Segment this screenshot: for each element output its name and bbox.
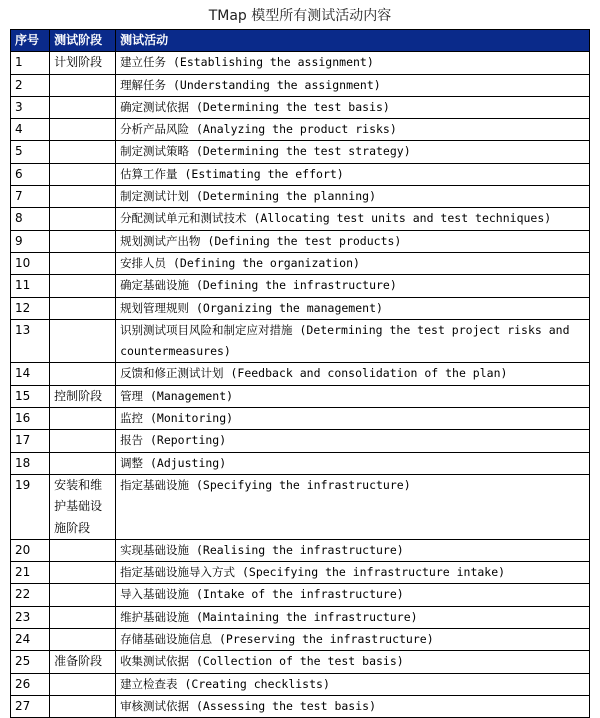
table-row [11,695,590,717]
table-row [11,119,590,141]
row-number: 27 [11,695,50,717]
table-row [11,606,590,628]
table-row [11,96,590,118]
table-caption: TMap 模型所有测试活动内容 [208,8,392,24]
row-number: 25 [11,651,50,673]
row-phase [50,74,116,96]
row-phase [50,297,116,319]
row-number: 21 [11,562,50,584]
row-phase [50,606,116,628]
row-activity: 指定基础设施导入方式 (Specifying the infrastructure intake) [116,562,590,584]
row-activity: 监控 (Monitoring) [116,408,590,430]
table-row [11,584,590,606]
row-phase [50,163,116,185]
row-number: 12 [11,297,50,319]
row-number: 5 [11,141,50,163]
table-row [11,186,590,208]
table-row [11,230,590,252]
row-phase [50,186,116,208]
row-number: 20 [11,539,50,561]
row-phase [50,430,116,452]
row-activity: 分配测试单元和测试技术 (Allocating test units and test techniques) [116,208,590,230]
row-number: 26 [11,673,50,695]
table-row [11,673,590,695]
row-number: 23 [11,606,50,628]
table-row [11,163,590,185]
row-number: 10 [11,252,50,274]
row-phase [50,452,116,474]
row-activity: 管理 (Management) [116,385,590,407]
row-activity: 反馈和修正测试计划 (Feedback and consolidation of the plan) [116,363,590,385]
row-activity: 识别测试项目风险和制定应对措施 (Determining the test project risks and countermeasures) [116,319,590,363]
row-activity: 实现基础设施 (Realising the infrastructure) [116,539,590,561]
row-number: 1 [11,52,50,74]
row-activity: 报告 (Reporting) [116,430,590,452]
table-row [11,539,590,561]
row-phase [50,629,116,651]
row-number: 17 [11,430,50,452]
row-phase [50,141,116,163]
table-row [11,252,590,274]
row-activity: 安排人员 (Defining the organization) [116,252,590,274]
row-number: 22 [11,584,50,606]
row-activity: 制定测试计划 (Determining the planning) [116,186,590,208]
row-activity: 规划管理规则 (Organizing the management) [116,297,590,319]
table-row [11,74,590,96]
row-activity: 收集测试依据 (Collection of the test basis) [116,651,590,673]
row-phase [50,319,116,363]
row-number: 13 [11,319,50,363]
row-phase [50,584,116,606]
row-activity: 估算工作量 (Estimating the effort) [116,163,590,185]
row-activity: 规划测试产出物 (Defining the test products) [116,230,590,252]
row-number: 11 [11,275,50,297]
row-activity: 存储基础设施信息 (Preserving the infrastructure) [116,629,590,651]
table-row [11,275,590,297]
table-row [11,629,590,651]
table-header-row [11,30,590,52]
table-row [11,562,590,584]
row-activity: 确定测试依据 (Determining the test basis) [116,96,590,118]
row-number: 18 [11,452,50,474]
row-phase [50,252,116,274]
row-phase [50,119,116,141]
row-phase [50,539,116,561]
table-body [11,52,590,718]
row-phase [50,408,116,430]
row-phase [50,562,116,584]
table-row [11,430,590,452]
row-number: 3 [11,96,50,118]
row-activity: 调整 (Adjusting) [116,452,590,474]
row-number: 9 [11,230,50,252]
row-activity: 维护基础设施 (Maintaining the infrastructure) [116,606,590,628]
table-row [11,474,590,539]
row-phase: 计划阶段 [50,52,116,74]
row-phase [50,363,116,385]
header-activity: 测试活动 [116,30,590,52]
row-phase: 控制阶段 [50,385,116,407]
row-number: 2 [11,74,50,96]
row-number: 14 [11,363,50,385]
table-row [11,452,590,474]
row-activity: 建立任务 (Establishing the assignment) [116,52,590,74]
row-phase [50,695,116,717]
header-no: 序号 [11,30,50,52]
row-phase [50,673,116,695]
header-phase: 测试阶段 [50,30,116,52]
row-activity: 导入基础设施 (Intake of the infrastructure) [116,584,590,606]
row-activity: 确定基础设施 (Defining the infrastructure) [116,275,590,297]
table-row [11,363,590,385]
row-number: 24 [11,629,50,651]
row-number: 6 [11,163,50,185]
row-number: 8 [11,208,50,230]
table-row [11,319,590,363]
row-phase [50,208,116,230]
row-activity: 审核测试依据 (Assessing the test basis) [116,695,590,717]
row-phase [50,275,116,297]
row-activity: 制定测试策略 (Determining the test strategy) [116,141,590,163]
row-activity: 理解任务 (Understanding the assignment) [116,74,590,96]
row-phase [50,230,116,252]
row-activity: 分析产品风险 (Analyzing the product risks) [116,119,590,141]
table-row [11,385,590,407]
row-number: 19 [11,474,50,539]
table-row [11,297,590,319]
table-row [11,52,590,74]
row-number: 7 [11,186,50,208]
table-row [11,651,590,673]
row-number: 15 [11,385,50,407]
table-row [11,408,590,430]
row-number: 4 [11,119,50,141]
row-phase: 准备阶段 [50,651,116,673]
table-row [11,208,590,230]
row-number: 16 [11,408,50,430]
row-activity: 建立检查表 (Creating checklists) [116,673,590,695]
table-row [11,141,590,163]
tmap-activities-table [10,29,590,718]
row-phase: 安装和维护基础设施阶段 [50,474,116,539]
row-activity: 指定基础设施 (Specifying the infrastructure) [116,474,590,539]
row-phase [50,96,116,118]
